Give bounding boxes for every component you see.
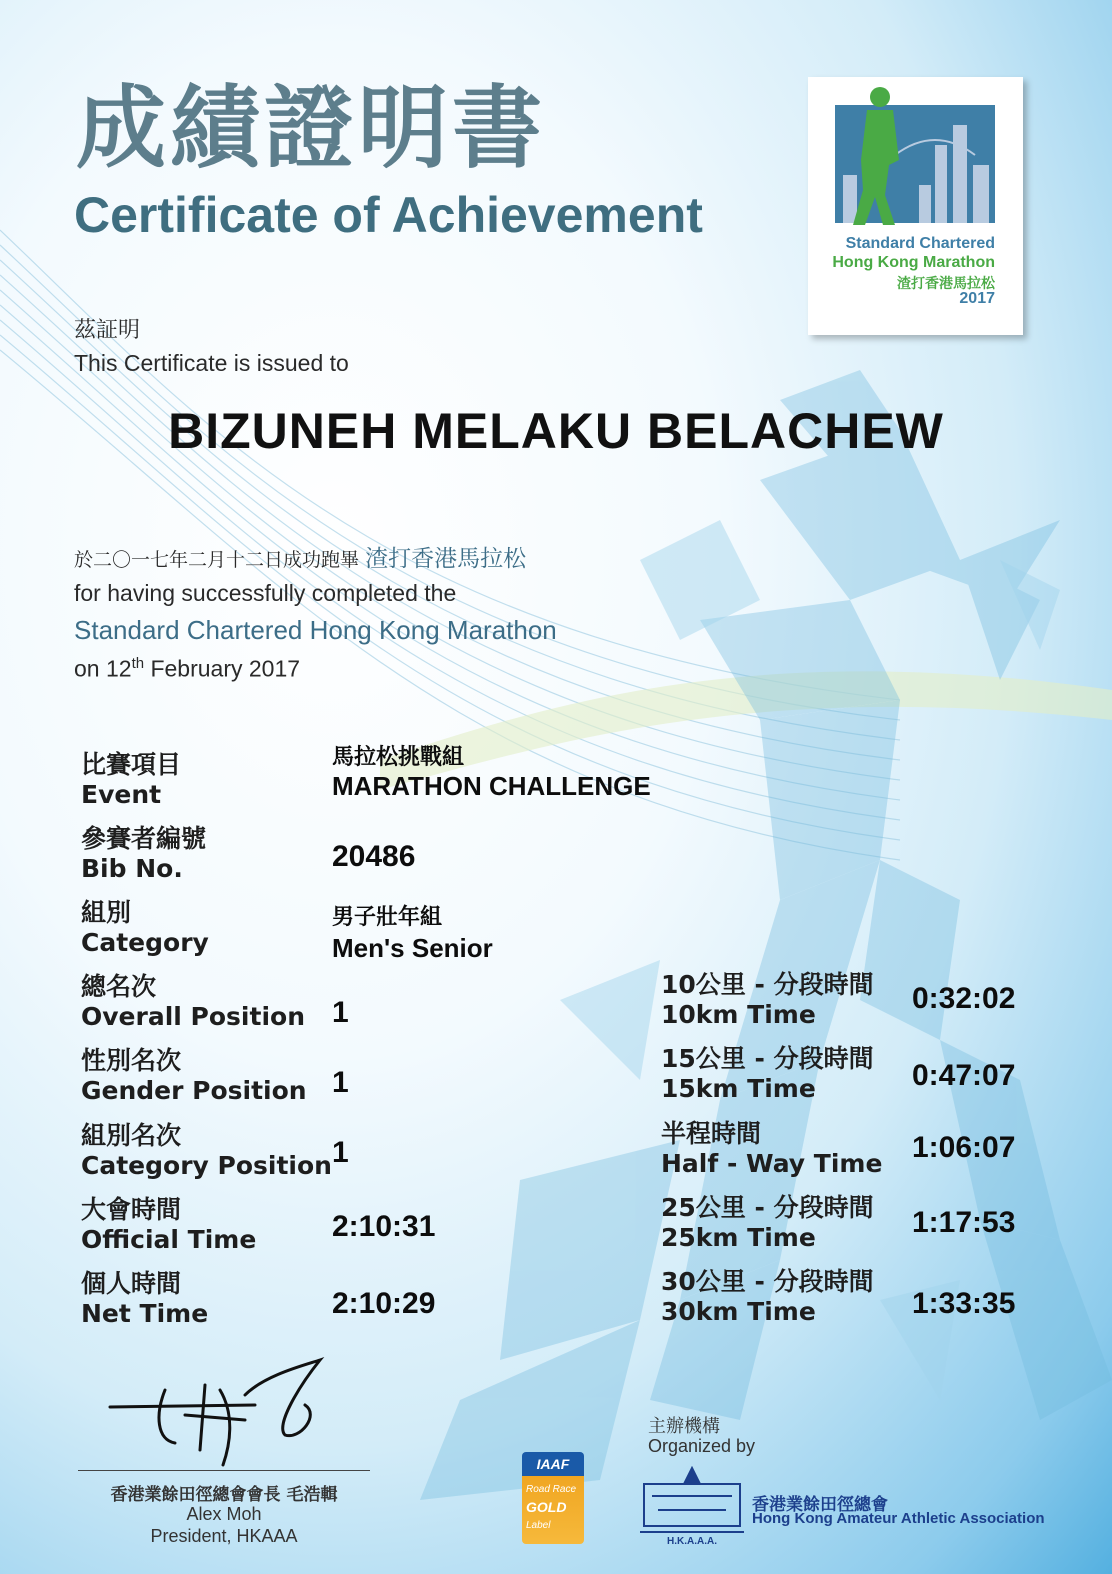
logo-line-1: Standard Chartered [845,235,995,252]
event-value-cn: 馬拉松挑戰組 [332,745,465,770]
split-30km-label [661,1267,874,1327]
split-10km-label [661,970,874,1030]
bib-label [81,824,206,884]
split-half-label [661,1119,882,1179]
event-label-en: Event [81,780,162,809]
category-position-value: 1 [332,1136,349,1169]
signature-line [78,1470,370,1471]
split-25km-value: 1:17:53 [912,1206,1016,1239]
signatory-name: Alex Moh [186,1504,262,1524]
overall-position-label-cn: 總名次 [81,972,157,1001]
gender-position-label [81,1046,307,1106]
race-date-sup: th [131,655,145,672]
split-10km-label-en: 10km Time [661,1000,816,1029]
category-position-label-en: Category Position [81,1151,332,1180]
issued-label-en: This Certificate is issued to [74,350,349,376]
logo-year: 2017 [959,290,995,307]
split-30km-label-cn: 30公里 - 分段時間 [661,1267,874,1296]
iaaf-line-4: Label [526,1520,551,1531]
overall-position-label-en: Overall Position [81,1002,305,1031]
organizer-name-en: Hong Kong Amateur Athletic Association [752,1510,1045,1527]
net-time-label-cn: 個人時間 [81,1269,182,1298]
marathon-logo [808,77,1023,335]
bib-label-en: Bib No. [81,854,183,883]
split-10km-label-cn: 10公里 - 分段時間 [661,970,874,999]
split-25km-label-cn: 25公里 - 分段時間 [661,1193,874,1222]
organizer-name-cn: 香港業餘田徑總會 [752,1495,888,1515]
split-15km-label [661,1044,874,1104]
race-date [74,655,300,683]
event-value: MARATHON CHALLENGE [332,771,651,801]
gender-position-label-en: Gender Position [81,1076,307,1105]
official-time-value: 2:10:31 [332,1210,436,1243]
title-english: Certificate of Achievement [74,187,703,243]
net-time-label-en: Net Time [81,1299,209,1328]
iaaf-gold-label-badge [522,1452,584,1544]
split-15km-label-en: 15km Time [661,1074,816,1103]
split-25km-label [661,1193,874,1253]
category-label-cn: 組別 [81,898,132,927]
event-label-cn: 比賽項目 [81,750,182,779]
bib-label-cn: 參賽者編號 [81,824,207,853]
official-time-label [81,1195,256,1255]
completion-line-en: for having successfully completed the [74,580,457,606]
event-label [81,750,181,810]
category-label-en: Category [81,928,209,957]
logo-line-2: Hong Kong Marathon [832,254,995,271]
race-name-cn: 渣打香港馬拉松 [365,546,527,572]
iaaf-line-3: GOLD [526,1499,567,1515]
iaaf-line-1: IAAF [536,1456,570,1472]
organizer-label-cn: 主辦機構 [648,1416,720,1437]
split-half-value: 1:06:07 [912,1131,1016,1164]
logo-line-3: 渣打香港馬拉松 [897,276,995,292]
signatory-title-cn: 香港業餘田徑總會會長 毛浩輯 [110,1485,338,1505]
gender-position-value: 1 [332,1066,349,1099]
issued-label-cn: 茲証明 [74,318,141,343]
bib-value: 20486 [332,840,416,873]
hkaaa-emblem-text: H.K.A.A.A. [667,1536,717,1547]
category-value-cn: 男子壯年組 [332,905,443,930]
official-time-label-cn: 大會時間 [81,1195,182,1224]
overall-position-label [81,972,305,1032]
completion-date-cn: 於二〇一七年二月十二日成功跑畢 [74,549,360,571]
split-30km-label-en: 30km Time [661,1297,816,1326]
split-half-label-cn: 半程時間 [661,1119,762,1148]
split-15km-value: 0:47:07 [912,1059,1016,1092]
runner-skyline-icon [835,85,995,233]
category-position-label [81,1121,332,1181]
split-10km-value: 0:32:02 [912,982,1016,1015]
official-time-label-en: Official Time [81,1225,257,1254]
net-time-label [81,1269,208,1329]
category-value: Men's Senior [332,933,493,963]
recipient-name: BIZUNEH MELAKU BELACHEW [168,403,944,459]
race-name-en: Standard Chartered Hong Kong Marathon [74,615,557,645]
overall-position-value: 1 [332,996,349,1029]
split-half-label-en: Half - Way Time [661,1149,883,1178]
race-date-suffix: February 2017 [144,655,301,682]
iaaf-line-2: Road Race [526,1484,577,1495]
split-30km-value: 1:33:35 [912,1287,1016,1320]
category-position-label-cn: 組別名次 [81,1121,182,1150]
signature-icon [105,1355,335,1470]
signatory-title-en: President, HKAAA [150,1526,298,1546]
completion-line-cn [74,540,526,573]
hkaaa-emblem-icon [640,1466,744,1548]
race-date-prefix: on 12 [74,655,132,682]
gender-position-label-cn: 性別名次 [81,1046,182,1075]
split-25km-label-en: 25km Time [661,1223,816,1252]
category-label [81,898,209,958]
title-chinese: 成績證明書 [76,76,546,181]
organizer-label-en: Organized by [648,1436,756,1456]
net-time-value: 2:10:29 [332,1287,436,1320]
split-15km-label-cn: 15公里 - 分段時間 [661,1044,874,1073]
